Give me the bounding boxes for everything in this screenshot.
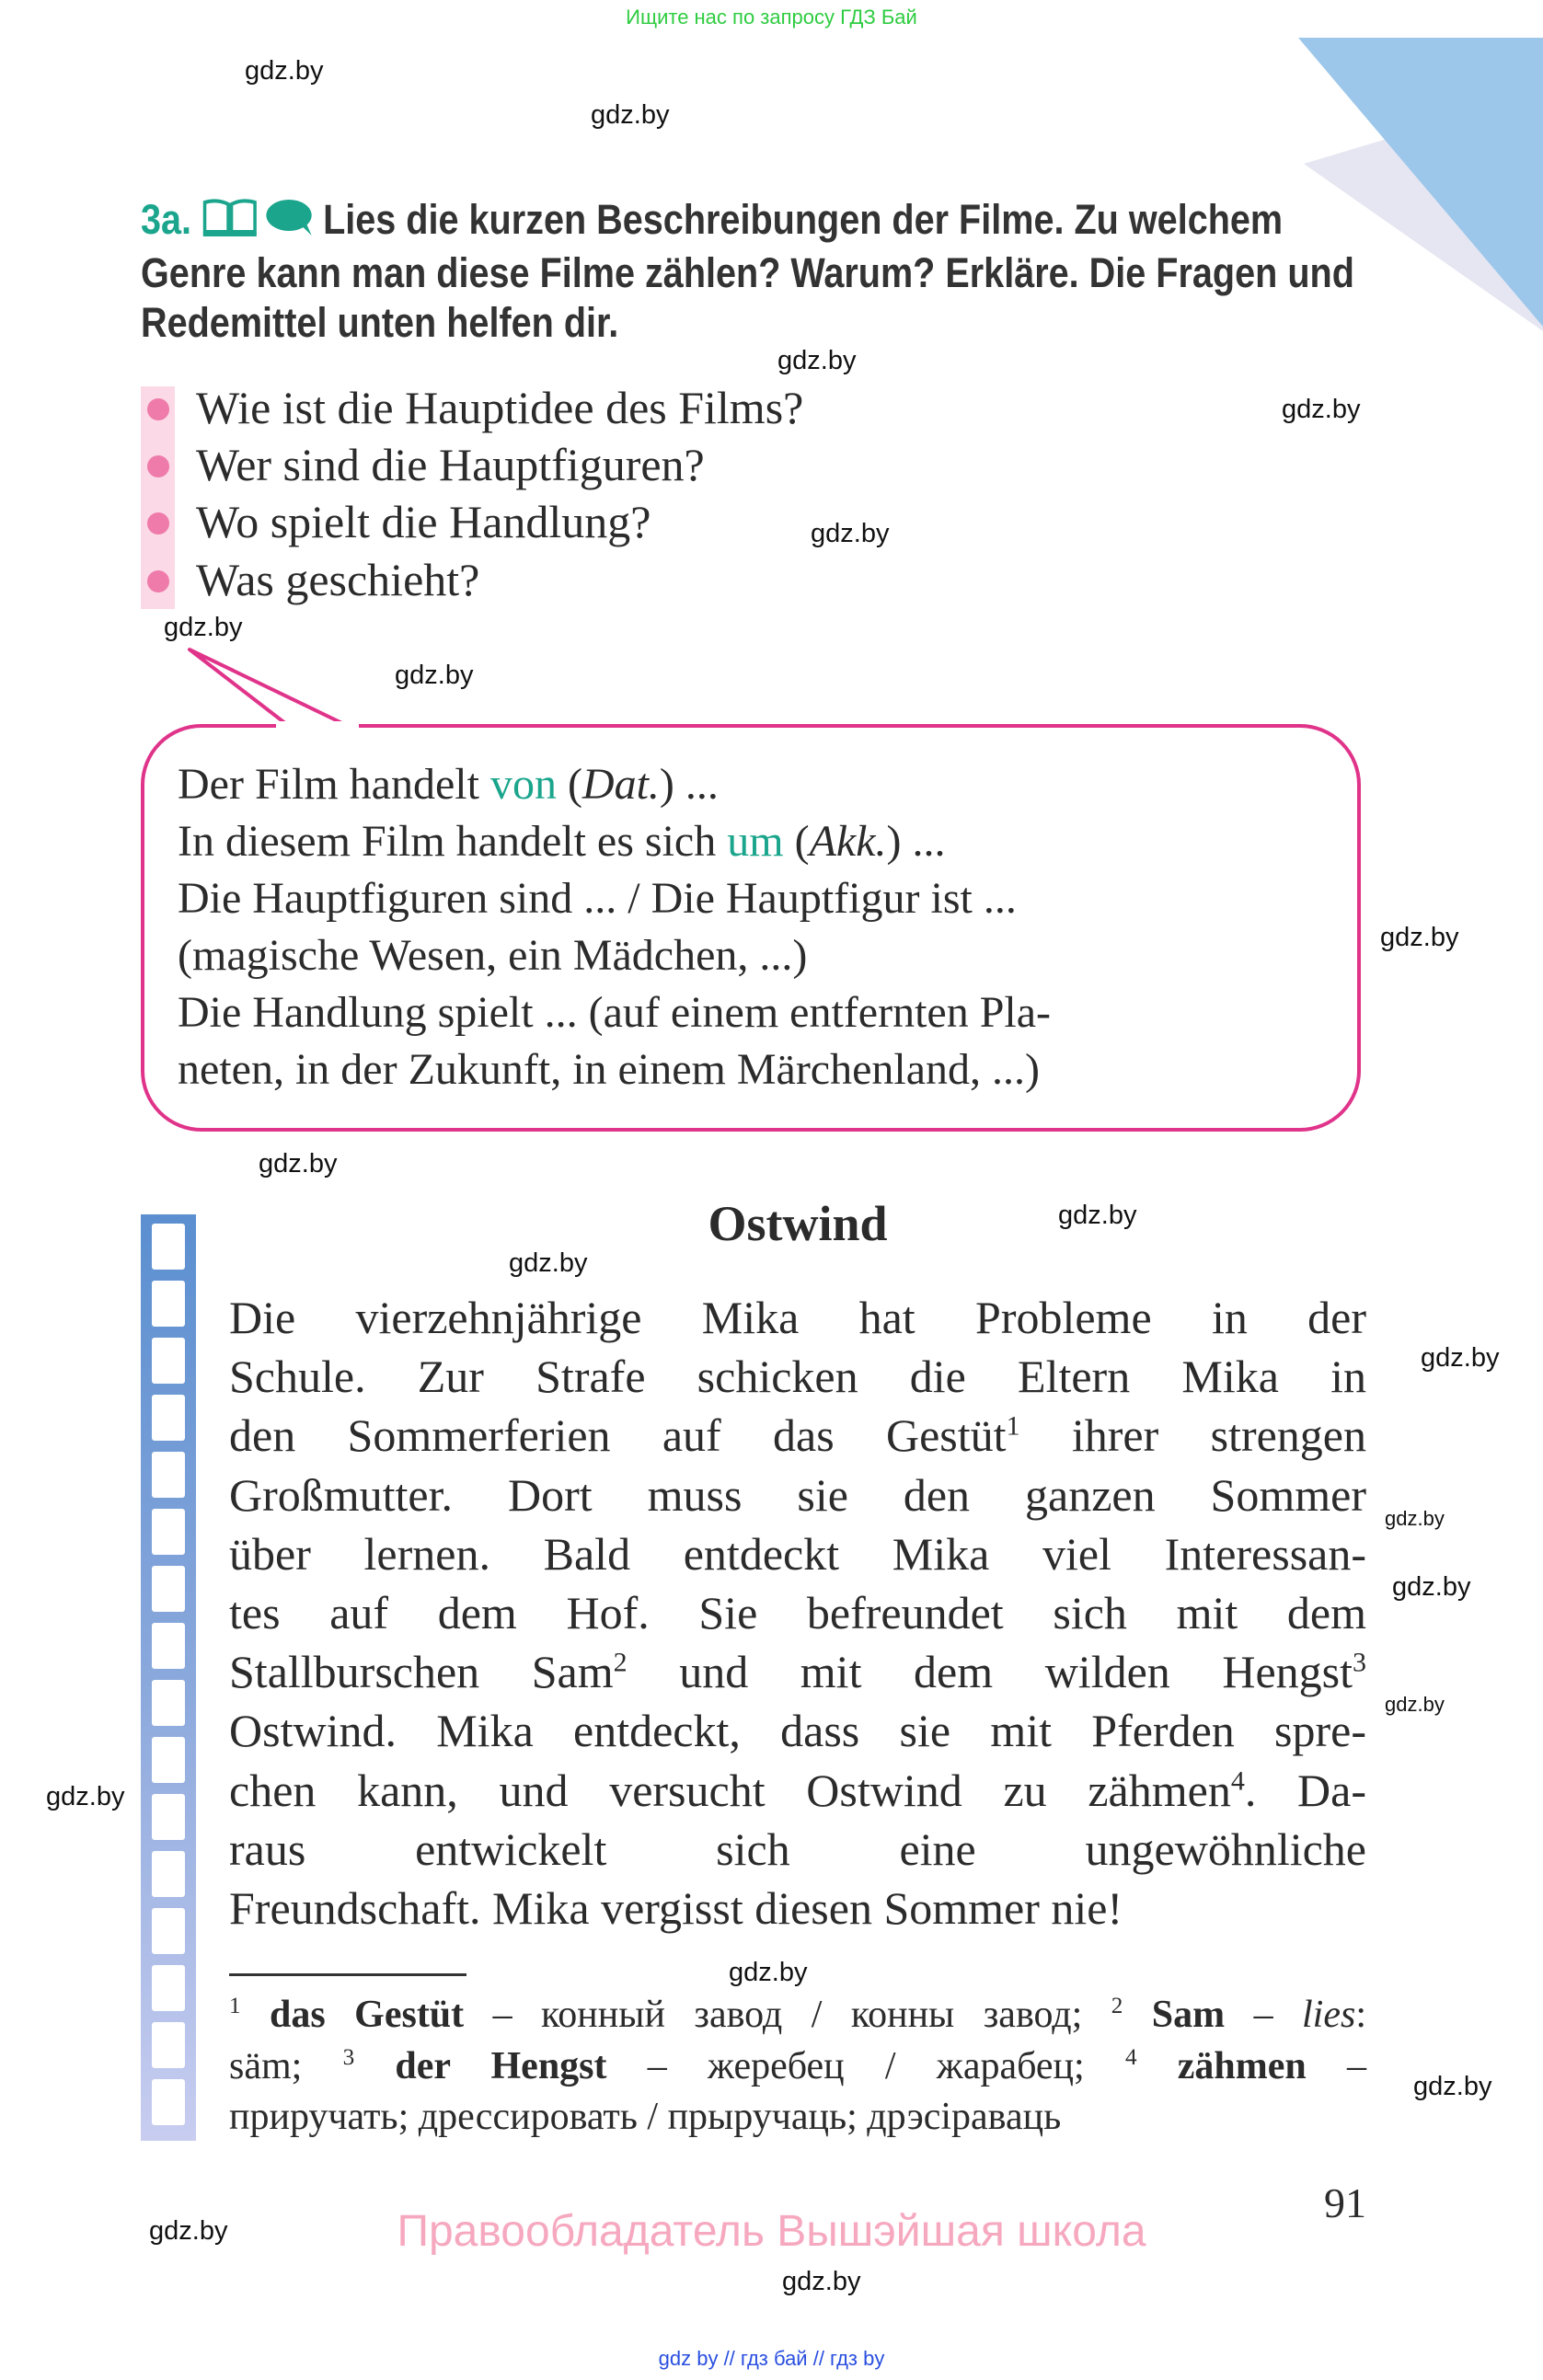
film-frame xyxy=(152,1965,185,2011)
watermark: gdz.by xyxy=(1392,1572,1471,1602)
footnote-term: zähmen xyxy=(1177,2044,1307,2087)
text-line: Freundschaft. Mika vergisst diesen Sommer nie! xyxy=(229,1882,1123,1935)
preposition: um xyxy=(727,817,784,866)
text-part: . Da- xyxy=(1244,1764,1366,1816)
footnote-def: – xyxy=(1306,2044,1366,2087)
film-frame xyxy=(152,1851,185,1897)
text-line: Ostwind. Mika entdeckt, dass sie mit Pferden spre- xyxy=(229,1705,1366,1757)
bullet-icon xyxy=(147,455,169,477)
phrase-text: ) ... xyxy=(886,817,946,866)
text-line: raus entwickelt sich eine ungewöhnliche xyxy=(229,1822,1366,1875)
watermark: gdz.by xyxy=(1385,1507,1445,1530)
watermark: gdz.by xyxy=(1380,923,1459,952)
case-label: Dat. xyxy=(582,760,660,809)
story-text xyxy=(229,1288,1366,1937)
footnote-def: – жеребец / жарабец; xyxy=(606,2044,1125,2087)
watermark: gdz.by xyxy=(729,1958,808,1987)
film-frame xyxy=(152,1566,185,1612)
question-item: Wer sind die Hauptfiguren? xyxy=(196,439,705,490)
text-part: Stallburschen Sam xyxy=(229,1646,614,1698)
phrases-text xyxy=(178,756,1337,1098)
footnote-mark: 3 xyxy=(342,2044,355,2070)
watermark: gdz.by xyxy=(591,100,670,130)
copyright-notice: Правообладатель Вышэйшая школа xyxy=(397,2207,1146,2256)
film-frame xyxy=(152,2022,185,2068)
page-number: 91 xyxy=(1324,2179,1366,2226)
footnote-term: das Gestüt xyxy=(270,1994,465,2036)
question-item: Wie ist die Hauptidee des Films? xyxy=(196,382,804,433)
film-frame xyxy=(152,2079,185,2125)
text-line: tes auf dem Hof. Sie befreundet sich mit dem xyxy=(229,1587,1366,1639)
bubble-tail-join xyxy=(276,718,359,730)
footnote-divider xyxy=(229,1973,466,1976)
watermark: gdz.by xyxy=(1421,1343,1500,1373)
speech-bubble-icon xyxy=(265,197,317,248)
footnote-mark: 1 xyxy=(229,1994,241,2018)
footnote-mark: 2 xyxy=(613,1647,628,1678)
watermark: gdz.by xyxy=(777,346,857,375)
bullet-icon xyxy=(147,570,169,592)
question-item: Wo spielt die Handlung? xyxy=(196,496,651,547)
film-frame xyxy=(152,1737,185,1783)
bullet-icon xyxy=(147,398,169,420)
watermark: gdz.by xyxy=(782,2267,861,2296)
watermark: gdz.by xyxy=(245,56,324,86)
phrase-text: In diesem Film handelt es sich xyxy=(178,817,728,866)
watermark: gdz.by xyxy=(149,2216,228,2246)
text-part: chen kann, und versucht Ostwind zu zähmen xyxy=(229,1764,1231,1816)
footnotes xyxy=(229,1990,1366,2144)
footnote-def: – конный завод / конны завод; xyxy=(464,1994,1111,2036)
search-hint: Ищите нас по запросу ГДЗ Бай xyxy=(626,6,917,29)
footnote-term: Sam xyxy=(1151,1994,1226,2036)
case-label: Akk. xyxy=(809,817,887,866)
text-part: ihrer strengen xyxy=(1071,1409,1366,1462)
phrase-text: ( xyxy=(783,817,810,866)
text-line xyxy=(229,1642,1366,1701)
text-line xyxy=(229,1406,1366,1465)
text-line: über lernen. Bald entdeckt Mika viel Interessan- xyxy=(229,1527,1366,1580)
film-frame xyxy=(152,1623,185,1669)
film-frame xyxy=(152,1224,185,1270)
footnote-mark: 1 xyxy=(1006,1410,1020,1442)
footnote-def: – xyxy=(1225,1994,1303,2036)
watermark: gdz.by xyxy=(1282,395,1361,424)
text-part: und mit dem wilden Hengst xyxy=(627,1646,1353,1698)
watermark: gdz.by xyxy=(259,1149,338,1179)
film-frame xyxy=(152,1908,185,1954)
watermark: gdz.by xyxy=(509,1248,588,1278)
film-frame xyxy=(152,1509,185,1555)
bottom-links[interactable]: gdz by // гдз бай // гдз by xyxy=(658,2347,885,2370)
exercise-instruction: Lies die kurzen Beschreibungen der Filme. Zu welchem Genre kann man diese Filme zählen? Warum? Erkläre. Die Fragen und Redemittel unten helfen dir. xyxy=(141,196,1354,346)
footnote-line xyxy=(229,2041,1366,2093)
footnote-def: : xyxy=(1355,1994,1367,2036)
phrase-line: (magische Wesen, ein Mädchen, ...) xyxy=(178,931,808,980)
film-frame xyxy=(152,1680,185,1726)
question-item: Was geschieht? xyxy=(196,554,480,605)
footnote-term: der Hengst xyxy=(395,2044,607,2087)
phrase-text: ( xyxy=(556,760,582,809)
exercise-header xyxy=(141,195,1367,348)
text-line: Schule. Zur Strafe schicken die Eltern Mika in xyxy=(229,1351,1366,1403)
film-frame xyxy=(152,1338,185,1384)
phrase-text: ) ... xyxy=(659,760,719,809)
watermark: gdz.by xyxy=(811,519,890,548)
footnote-line xyxy=(229,1990,1366,2041)
film-frame xyxy=(152,1794,185,1840)
footnote-mark: 4 xyxy=(1230,1765,1245,1796)
footnote-mark: 3 xyxy=(1353,1647,1366,1678)
watermark: gdz.by xyxy=(1058,1201,1137,1230)
film-frame xyxy=(152,1281,185,1327)
film-frame xyxy=(152,1452,185,1498)
footnote-mark: 4 xyxy=(1124,2044,1137,2070)
phrase-text: Der Film handelt xyxy=(178,760,490,809)
phrase-line: Die Handlung spielt ... (auf einem entfernten Pla- xyxy=(178,988,1052,1037)
text-line xyxy=(229,1761,1366,1820)
bullet-icon xyxy=(147,512,169,535)
book-icon xyxy=(202,197,259,248)
footnote-def: lies xyxy=(1302,1994,1356,2036)
footnote-def: säm; xyxy=(229,2044,343,2087)
text-line: Großmutter. Dort muss sie den ganzen Sommer xyxy=(229,1468,1366,1521)
filmstrip-decoration xyxy=(141,1214,196,2141)
footnote-line: приручать; дрессировать / прыручаць; дрэсіраваць xyxy=(229,2096,1062,2138)
text-part: den Sommerferien auf das Gestüt xyxy=(229,1409,1007,1462)
text-line: Die vierzehnjährige Mika hat Probleme in der xyxy=(229,1292,1366,1343)
preposition: von xyxy=(489,760,557,809)
watermark: gdz.by xyxy=(395,661,474,690)
footnote-mark: 2 xyxy=(1111,1994,1123,2018)
phrase-line: Die Hauptfiguren sind ... / Die Hauptfigur ist ... xyxy=(178,874,1017,923)
film-frame xyxy=(152,1395,185,1441)
story-title: Ostwind xyxy=(708,1196,888,1251)
exercise-number: 3a. xyxy=(141,196,192,243)
watermark: gdz.by xyxy=(1385,1693,1445,1716)
watermark: gdz.by xyxy=(1413,2072,1492,2101)
phrase-line: neten, in der Zukunft, in einem Märchenland, ...) xyxy=(178,1045,1041,1094)
watermark: gdz.by xyxy=(164,613,243,642)
watermark: gdz.by xyxy=(46,1782,125,1811)
